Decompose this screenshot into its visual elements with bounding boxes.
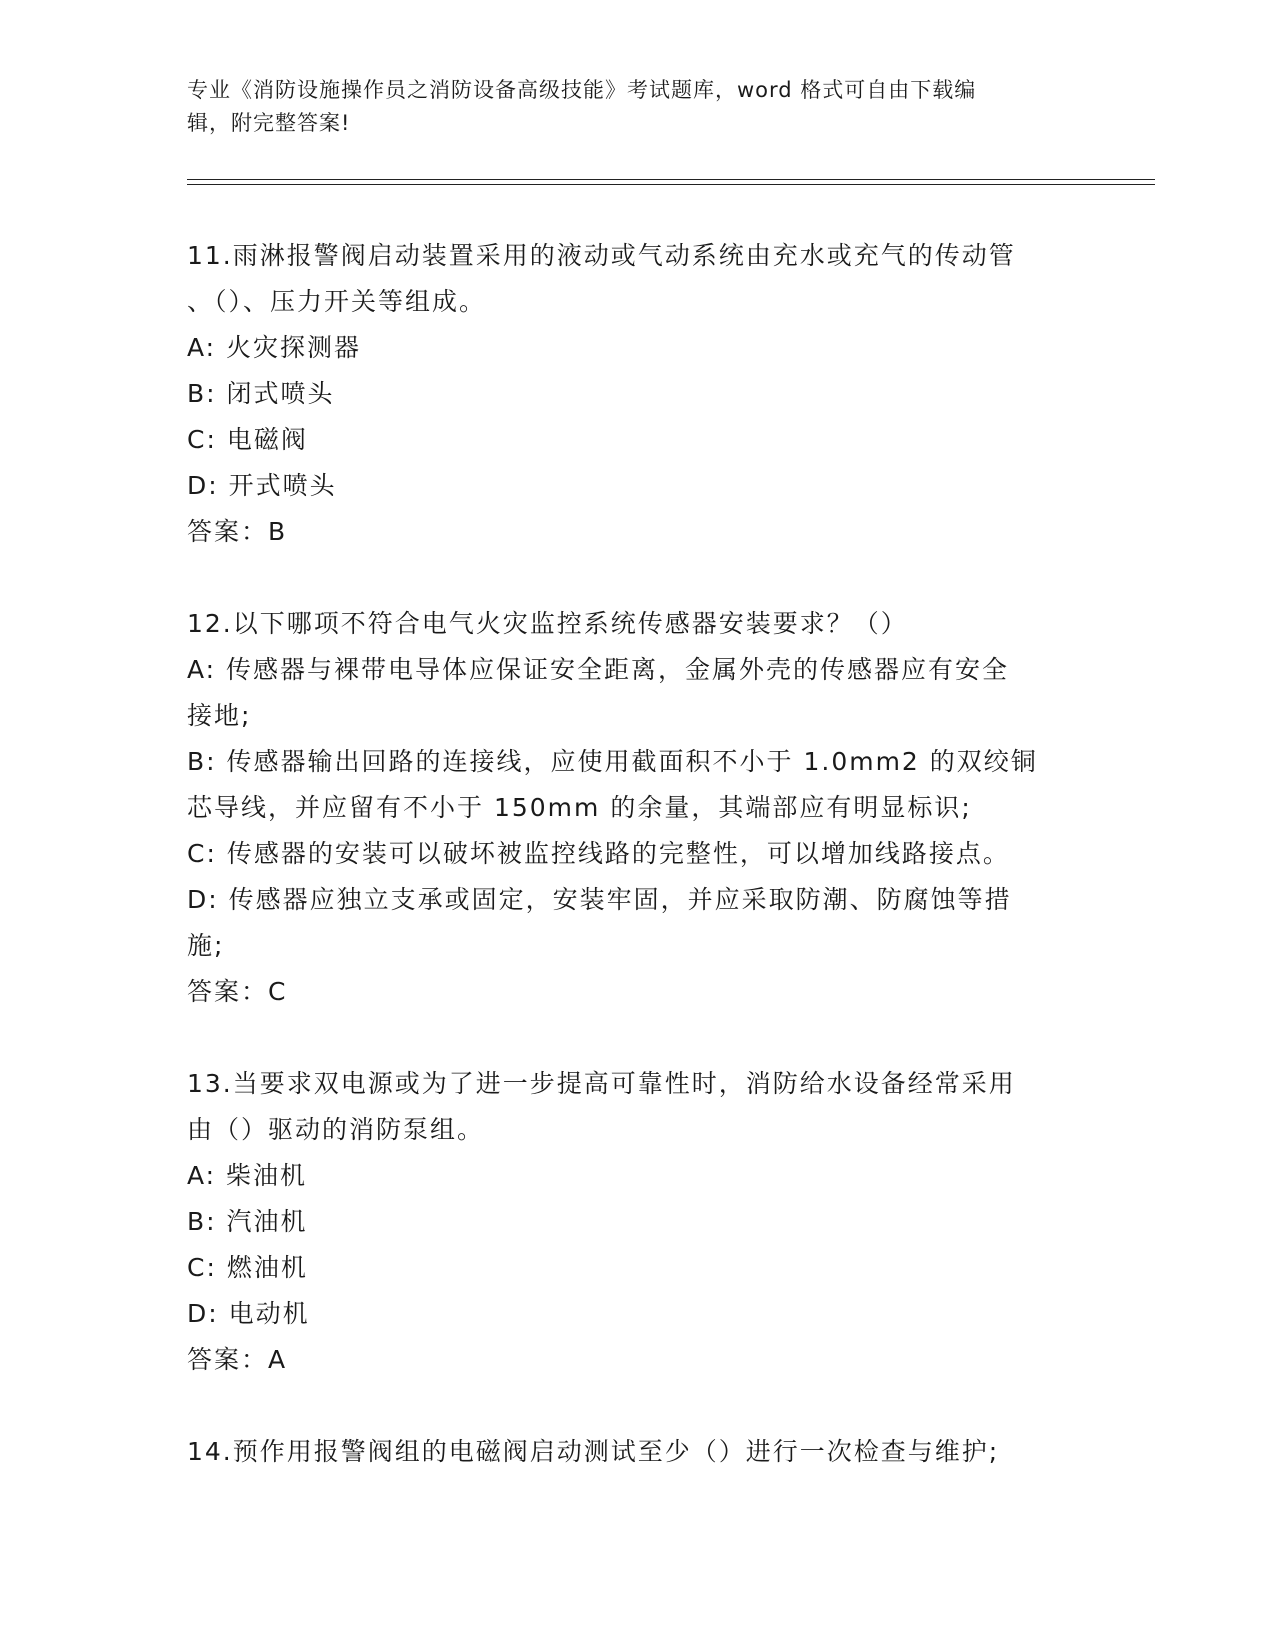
option-c: C: 电磁阀 [187,425,308,454]
answer: 答案：A [187,1345,288,1374]
option-d: D: 传感器应独立支承或固定，安装牢固，并应采取防潮、防腐蚀等措 [187,885,1012,914]
question-14 [187,1429,1107,1475]
header-divider-top [187,179,1155,180]
option-b: B: 闭式喷头 [187,379,335,408]
option-d: D: 电动机 [187,1299,310,1328]
option-a: A: 火灾探测器 [187,333,362,362]
option-a: A: 柴油机 [187,1161,308,1190]
option-a: A: 传感器与裸带电导体应保证安全距离，金属外壳的传感器应有安全 [187,655,1010,684]
question-12 [187,601,1107,1015]
option-b: B: 汽油机 [187,1207,308,1236]
option-b: B: 传感器输出回路的连接线，应使用截面积不小于 1.0mm2 的双绞铜 [187,747,1038,776]
header-divider-bottom [187,184,1155,185]
option-a-continued: 接地; [187,701,252,730]
question-stem: 14.预作用报警阀组的电磁阀启动测试至少（）进行一次检查与维护; [187,1437,1000,1466]
question-13 [187,1061,1107,1383]
question-stem: 、（）、压力开关等组成。 [187,287,487,316]
option-c: C: 传感器的安装可以破坏被监控线路的完整性，可以增加线路接点。 [187,839,1010,868]
document-header [187,74,1087,140]
option-b-continued: 芯导线，并应留有不小于 150mm 的余量，其端部应有明显标识; [187,793,972,822]
answer: 答案：C [187,977,288,1006]
question-11 [187,233,1107,555]
question-stem: 由（）驱动的消防泵组。 [187,1115,485,1144]
question-stem: 11.雨淋报警阀启动装置采用的液动或气动系统由充水或充气的传动管 [187,241,1016,270]
question-stem: 13.当要求双电源或为了进一步提高可靠性时，消防给水设备经常采用 [187,1069,1016,1098]
header-line-2: 辑，附完整答案! [187,111,351,135]
option-d: D: 开式喷头 [187,471,337,500]
header-line-1: 专业《消防设施操作员之消防设备高级技能》考试题库，word 格式可自由下载编 [187,78,977,102]
option-c: C: 燃油机 [187,1253,308,1282]
option-d-continued: 施; [187,931,225,960]
question-stem: 12.以下哪项不符合电气火灾监控系统传感器安装要求？（） [187,609,908,638]
question-list [187,233,1107,1521]
answer: 答案：B [187,517,288,546]
